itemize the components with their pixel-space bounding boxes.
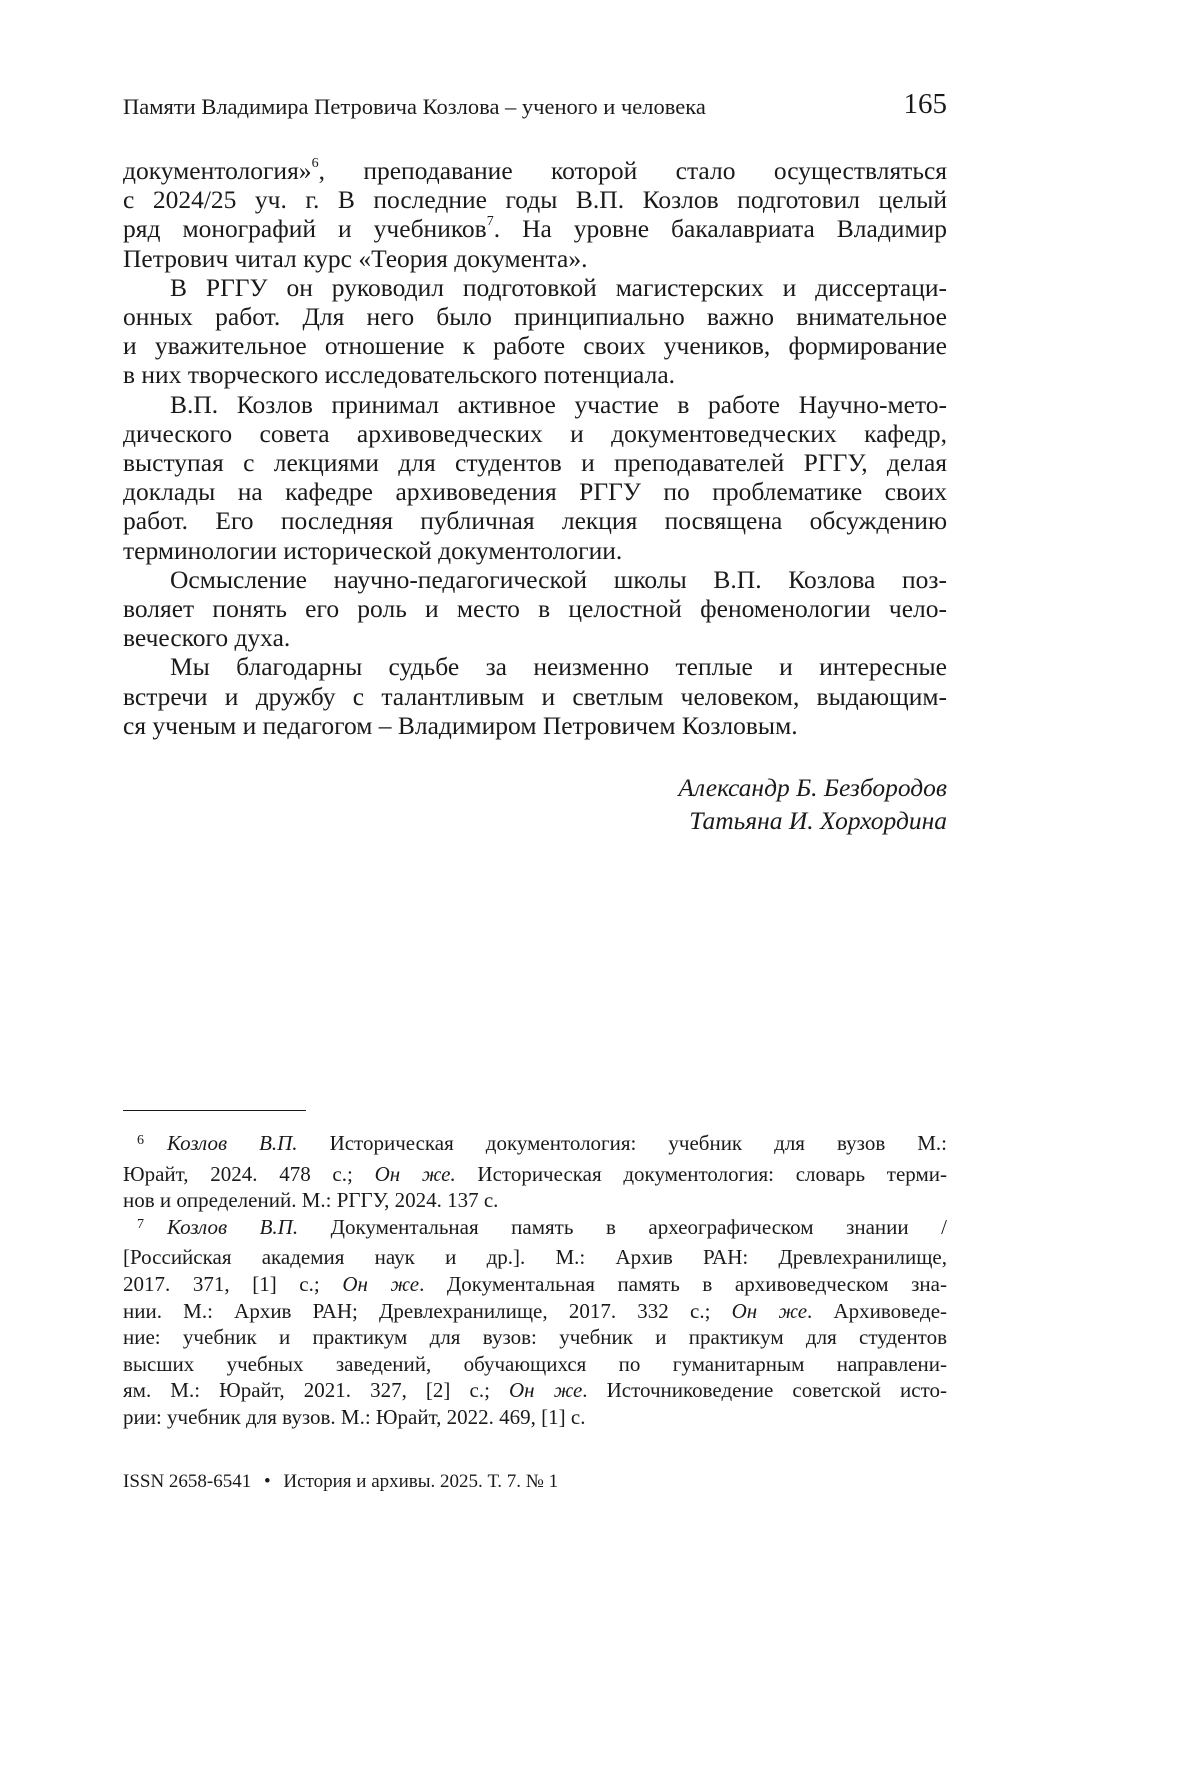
issn: ISSN 2658-6541 <box>123 1471 252 1492</box>
text-line: ся ученым и педагогом – Владимиром Петровичем Козловым. <box>123 710 798 740</box>
text-line: онных работ. Для него было принципиально важно внимательное <box>123 302 947 332</box>
text-line: терминологии исторической документологии. <box>123 535 623 565</box>
paragraph-1 <box>123 156 947 273</box>
text-line: Мы благодарны судьбе за неизменно теплые и интересные <box>170 652 947 682</box>
text-line: рии: учебник для вузов. М.: Юрайт, 2022. 469, [1] с. <box>123 1404 586 1429</box>
footnote-ref-6[interactable]: 6 <box>311 155 319 171</box>
running-title: Памяти Владимира Петровича Козлова – ученого и человека <box>123 94 706 119</box>
text-line: Юрайт, 2024. 478 с.; Он же. Историческая документология: словарь терми- <box>123 1161 947 1186</box>
footnote-separator <box>123 1110 306 1111</box>
text-line: выступая с лекциями для студентов и преподавателей РГГУ, делая <box>123 448 947 478</box>
paragraph-4 <box>123 565 947 653</box>
text-line: документология»$^6$, преподавание которой стало осуществляться <box>123 155 947 185</box>
text-line: 2017. 371, [1] с.; Он же. Документальная память в архивоведческом зна- <box>123 1271 947 1296</box>
text-line: ряд монографий и учебников$^7$. На уровне бакалавриата Владимир <box>123 213 947 244</box>
text-line: ям. М.: Юрайт, 2021. 327, [2] с.; Он же. Источниковедение советской исто- <box>123 1378 947 1403</box>
journal-info: История и архивы. 2025. Т. 7. № 1 <box>283 1471 559 1492</box>
text-line: доклады на кафедре архивоведения РГГУ по проблематике своих <box>123 477 947 507</box>
footnote-6 <box>123 1130 947 1214</box>
author-name: Татьяна И. Хорхордина <box>689 806 947 835</box>
paragraph-2 <box>123 273 947 390</box>
text-line: нов и определений. М.: РГГУ, 2024. 137 с. <box>123 1188 499 1213</box>
text-line: воляет понять его роль и место в целостной феноменологии чело- <box>123 594 947 624</box>
text-line: 7 Козлов В.П. Документальная память в археографическом знании / <box>123 1214 947 1245</box>
text-line: [Российская академия наук и др.]. М.: Архив РАН: Древлехранилище, <box>123 1245 947 1270</box>
separator-dot: • <box>264 1471 271 1492</box>
text-line: веческого духа. <box>123 623 291 653</box>
text-line: и уважительное отношение к работе своих учеников, формирование <box>123 331 947 361</box>
text-line: в них творческого исследовательского потенциала. <box>123 360 676 390</box>
author-name: Александр Б. Безбородов <box>678 773 947 802</box>
paragraph-5 <box>123 652 947 740</box>
page-number: 165 <box>903 88 947 120</box>
running-header <box>123 88 947 128</box>
footnote-number: 7 <box>137 1216 144 1232</box>
text-line: Осмысление научно-педагогической школы В.П. Козлова поз- <box>170 564 947 594</box>
author-signatures <box>123 771 947 837</box>
text-line: встречи и дружбу с талантливым и светлым человеком, выдающим- <box>123 681 947 711</box>
body-text <box>123 156 947 740</box>
text-line: высших учебных заведений, обучающихся по гуманитарным направлени- <box>123 1351 947 1376</box>
footnote-ref-7[interactable]: 7 <box>486 213 494 229</box>
footnote-number: 6 <box>137 1133 144 1148</box>
text-line: В.П. Козлов принимал активное участие в работе Научно-мето- <box>170 389 947 419</box>
footnotes <box>123 1130 947 1431</box>
text-line: дического совета архивоведческих и документоведческих кафедр, <box>123 418 947 448</box>
footnote-7 <box>123 1214 947 1431</box>
page-footer <box>123 1471 558 1493</box>
text-line: Петрович читал курс «Теория документа». <box>123 243 588 273</box>
paragraph-3 <box>123 390 947 565</box>
text-line: ние: учебник и практикум для вузов: учебник и практикум для студентов <box>123 1325 947 1350</box>
text-line: нии. М.: Архив РАН; Древлехранилище, 2017. 332 с.; Он же. Архивоведе- <box>123 1298 948 1323</box>
text-line: с 2024/25 уч. г. В последние годы В.П. Козлов подготовил целый <box>123 185 947 215</box>
text-line: работ. Его последняя публичная лекция посвящена обсуждению <box>123 506 947 536</box>
text-line: В РГГУ он руководил подготовкой магистерских и диссертаци- <box>170 272 947 302</box>
text-line: 6 Козлов В.П. Историческая документология: учебник для вузов М.: <box>123 1130 947 1161</box>
